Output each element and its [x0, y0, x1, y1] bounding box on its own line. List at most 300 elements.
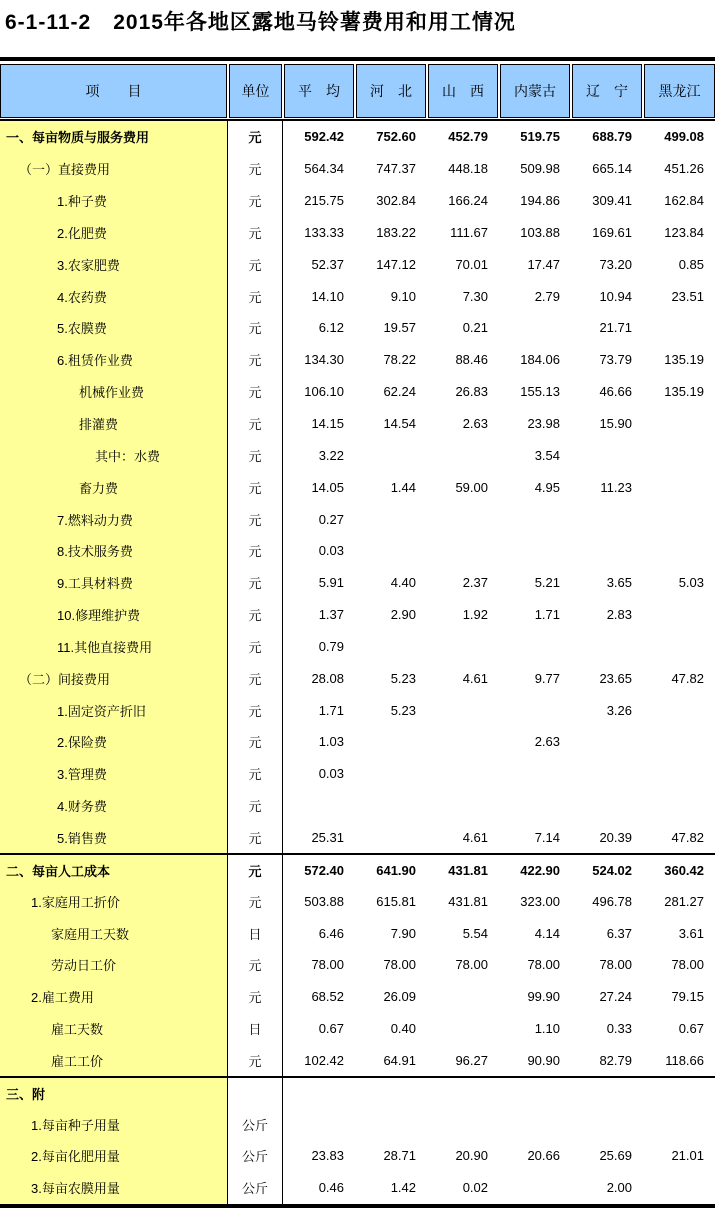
value-cell: 70.01 — [455, 256, 488, 272]
row-label: 机械作业费 — [0, 376, 228, 408]
value-cell — [355, 726, 427, 758]
unit-cell: 公斤 — [228, 1140, 283, 1172]
value-cell: 14.15 — [311, 416, 344, 432]
value-cell — [571, 535, 643, 567]
value-cell — [283, 1078, 355, 1108]
value-cell: 1.03 — [318, 734, 344, 750]
unit-cell: 元 — [228, 471, 283, 503]
value-cell: 451.26 — [664, 161, 704, 177]
value-cell — [643, 1078, 715, 1108]
value-cell: 106.10 — [304, 384, 344, 400]
value-cell: 0.33 — [606, 1021, 632, 1037]
value-cell: 281.27 — [664, 893, 704, 909]
row-label: 4.财务费 — [0, 790, 228, 822]
value-cell: 448.18 — [448, 161, 488, 177]
row-label: 雇工天数 — [0, 1013, 228, 1045]
value-cell — [355, 439, 427, 471]
value-cell: 496.78 — [592, 893, 632, 909]
value-cell: 78.22 — [383, 352, 416, 368]
value-cell — [499, 503, 571, 535]
value-cell: 73.20 — [599, 256, 632, 272]
unit-cell: 元 — [228, 599, 283, 631]
value-cell — [427, 694, 499, 726]
value-cell: 592.42 — [304, 129, 344, 145]
value-cell: 1.71 — [318, 702, 344, 718]
value-cell — [355, 631, 427, 663]
value-cell — [571, 631, 643, 663]
value-cell: 19.57 — [383, 320, 416, 336]
table-row — [0, 1044, 715, 1076]
row-label: 6.租赁作业费 — [0, 344, 228, 376]
table-row — [0, 853, 715, 885]
value-cell — [427, 439, 499, 471]
value-cell: 10.94 — [599, 288, 632, 304]
value-cell — [355, 758, 427, 790]
value-cell: 135.19 — [664, 352, 704, 368]
value-cell: 78.00 — [599, 957, 632, 973]
table-row — [0, 1140, 715, 1172]
table-row — [0, 280, 715, 312]
value-cell: 99.90 — [527, 989, 560, 1005]
value-cell: 21.71 — [599, 320, 632, 336]
value-cell: 0.21 — [462, 320, 488, 336]
table-row — [0, 153, 715, 185]
value-cell: 665.14 — [592, 161, 632, 177]
value-cell: 6.37 — [606, 925, 632, 941]
table-row — [0, 790, 715, 822]
value-cell: 14.54 — [383, 416, 416, 432]
value-cell: 103.88 — [520, 224, 560, 240]
value-cell — [571, 726, 643, 758]
row-label: 二、每亩人工成本 — [0, 855, 228, 885]
table-row — [0, 503, 715, 535]
value-cell: 0.85 — [678, 256, 704, 272]
column-header-2: 平 均 — [284, 64, 354, 118]
value-cell: 688.79 — [592, 129, 632, 145]
value-cell — [355, 1108, 427, 1140]
value-cell: 1.37 — [318, 607, 344, 623]
value-cell: 752.60 — [376, 129, 416, 145]
value-cell: 20.90 — [455, 1148, 488, 1164]
row-label: 1.固定资产折旧 — [0, 694, 228, 726]
unit-cell: 元 — [228, 312, 283, 344]
table-row — [0, 885, 715, 917]
value-cell: 133.33 — [304, 224, 344, 240]
table-row — [0, 631, 715, 663]
value-cell: 28.71 — [383, 1148, 416, 1164]
value-cell: 422.90 — [520, 862, 560, 878]
value-cell: 2.00 — [606, 1180, 632, 1196]
value-cell: 102.42 — [304, 1052, 344, 1068]
row-label: 2.每亩化肥用量 — [0, 1140, 228, 1172]
table-row — [0, 121, 715, 153]
value-cell: 323.00 — [520, 893, 560, 909]
table-row — [0, 758, 715, 790]
row-label: 10.修理维护费 — [0, 599, 228, 631]
value-cell: 0.03 — [318, 766, 344, 782]
unit-cell: 元 — [228, 217, 283, 249]
value-cell — [643, 726, 715, 758]
unit-cell: 日 — [228, 917, 283, 949]
value-cell — [571, 503, 643, 535]
value-cell — [499, 790, 571, 822]
unit-cell — [228, 1078, 283, 1108]
row-label: 雇工工价 — [0, 1044, 228, 1076]
value-cell — [499, 535, 571, 567]
value-cell — [427, 535, 499, 567]
row-label: 7.燃料动力费 — [0, 503, 228, 535]
value-cell — [427, 1078, 499, 1108]
table-row — [0, 217, 715, 249]
row-label: （二）间接费用 — [0, 662, 228, 694]
value-cell: 155.13 — [520, 384, 560, 400]
value-cell: 118.66 — [665, 1052, 704, 1068]
unit-cell: 元 — [228, 981, 283, 1013]
value-cell: 162.84 — [664, 193, 704, 209]
table-row — [0, 439, 715, 471]
value-cell — [643, 758, 715, 790]
column-header-5: 内蒙古 — [500, 64, 570, 118]
value-cell — [643, 599, 715, 631]
value-cell: 184.06 — [520, 352, 560, 368]
value-cell: 2.37 — [462, 575, 488, 591]
row-label: 三、附 — [0, 1078, 228, 1108]
value-cell — [643, 631, 715, 663]
unit-cell: 元 — [228, 344, 283, 376]
value-cell: 1.10 — [534, 1021, 560, 1037]
value-cell — [499, 631, 571, 663]
value-cell: 59.00 — [455, 479, 488, 495]
table-body — [0, 121, 715, 1204]
column-header-6: 辽 宁 — [572, 64, 642, 118]
value-cell — [499, 694, 571, 726]
value-cell: 0.67 — [318, 1021, 344, 1037]
table-row — [0, 535, 715, 567]
table-row — [0, 949, 715, 981]
unit-cell: 元 — [228, 822, 283, 854]
value-cell — [427, 503, 499, 535]
value-cell — [643, 503, 715, 535]
table-header-row — [0, 61, 715, 121]
unit-cell: 元 — [228, 726, 283, 758]
value-cell: 6.46 — [318, 925, 344, 941]
column-header-1: 单位 — [229, 64, 282, 118]
row-label: 家庭用工天数 — [0, 917, 228, 949]
value-cell: 5.54 — [462, 925, 488, 941]
value-cell: 3.22 — [318, 447, 344, 463]
value-cell: 2.90 — [390, 607, 416, 623]
value-cell: 21.01 — [671, 1148, 704, 1164]
unit-cell: 元 — [228, 885, 283, 917]
unit-cell: 公斤 — [228, 1172, 283, 1204]
value-cell: 28.08 — [311, 670, 344, 686]
column-header-3: 河 北 — [356, 64, 426, 118]
value-cell: 524.02 — [592, 862, 632, 878]
unit-cell: 元 — [228, 408, 283, 440]
row-label: 2.保险费 — [0, 726, 228, 758]
value-cell — [427, 790, 499, 822]
row-label: 2.化肥费 — [0, 217, 228, 249]
value-cell — [283, 790, 355, 822]
value-cell: 78.00 — [311, 957, 344, 973]
value-cell: 615.81 — [376, 893, 416, 909]
value-cell — [643, 1108, 715, 1140]
unit-cell: 元 — [228, 535, 283, 567]
table-row — [0, 662, 715, 694]
value-cell: 3.65 — [606, 575, 632, 591]
table-row — [0, 1076, 715, 1108]
unit-cell: 元 — [228, 153, 283, 185]
value-cell: 20.39 — [599, 829, 632, 845]
value-cell: 47.82 — [671, 829, 704, 845]
value-cell: 134.30 — [304, 352, 344, 368]
table-row — [0, 567, 715, 599]
row-label: 5.农膜费 — [0, 312, 228, 344]
value-cell: 90.90 — [527, 1052, 560, 1068]
value-cell: 1.71 — [534, 607, 560, 623]
value-cell: 2.83 — [606, 607, 632, 623]
value-cell: 7.14 — [534, 829, 560, 845]
table-row — [0, 312, 715, 344]
cost-table — [0, 57, 715, 1208]
value-cell: 123.84 — [664, 224, 704, 240]
value-cell — [427, 1013, 499, 1045]
value-cell: 78.00 — [455, 957, 488, 973]
value-cell: 7.30 — [462, 288, 488, 304]
value-cell — [427, 981, 499, 1013]
value-cell: 4.40 — [390, 575, 416, 591]
unit-cell: 日 — [228, 1013, 283, 1045]
value-cell: 88.46 — [455, 352, 488, 368]
value-cell: 14.10 — [311, 288, 344, 304]
value-cell: 0.79 — [318, 638, 344, 654]
value-cell: 25.69 — [599, 1148, 632, 1164]
row-label: 3.农家肥费 — [0, 248, 228, 280]
row-label: 一、每亩物质与服务费用 — [0, 121, 228, 153]
row-label: 3.每亩农膜用量 — [0, 1172, 228, 1204]
value-cell — [355, 1078, 427, 1108]
value-cell — [571, 790, 643, 822]
row-label: 3.管理费 — [0, 758, 228, 790]
unit-cell: 元 — [228, 694, 283, 726]
value-cell — [427, 726, 499, 758]
value-cell: 111.67 — [450, 224, 488, 240]
value-cell — [355, 790, 427, 822]
value-cell: 169.61 — [592, 224, 632, 240]
value-cell — [643, 408, 715, 440]
value-cell: 564.34 — [304, 161, 344, 177]
table-row — [0, 1108, 715, 1140]
value-cell: 17.47 — [527, 256, 560, 272]
table-row — [0, 185, 715, 217]
value-cell: 431.81 — [448, 862, 488, 878]
value-cell: 1.42 — [390, 1180, 416, 1196]
row-label: 1.家庭用工折价 — [0, 885, 228, 917]
unit-cell: 元 — [228, 185, 283, 217]
value-cell — [427, 1108, 499, 1140]
unit-cell: 元 — [228, 280, 283, 312]
page-title: 6-1-11-2 2015年各地区露地马铃薯费用和用工情况 — [5, 11, 516, 34]
value-cell: 78.00 — [671, 957, 704, 973]
unit-cell: 元 — [228, 662, 283, 694]
table-row — [0, 599, 715, 631]
value-cell: 3.26 — [606, 702, 632, 718]
value-cell: 2.79 — [534, 288, 560, 304]
value-cell — [571, 1078, 643, 1108]
value-cell: 4.14 — [534, 925, 560, 941]
value-cell: 47.82 — [671, 670, 704, 686]
value-cell: 6.12 — [318, 320, 344, 336]
table-row — [0, 1013, 715, 1045]
value-cell: 135.19 — [664, 384, 704, 400]
unit-cell: 元 — [228, 503, 283, 535]
value-cell: 78.00 — [527, 957, 560, 973]
unit-cell: 元 — [228, 121, 283, 153]
value-cell: 0.46 — [318, 1180, 344, 1196]
unit-cell: 元 — [228, 439, 283, 471]
value-cell — [355, 535, 427, 567]
value-cell: 503.88 — [304, 893, 344, 909]
value-cell: 96.27 — [455, 1052, 488, 1068]
value-cell: 4.61 — [462, 670, 488, 686]
unit-cell: 元 — [228, 790, 283, 822]
value-cell: 3.61 — [678, 925, 704, 941]
value-cell: 9.10 — [390, 288, 416, 304]
value-cell — [499, 1172, 571, 1204]
value-cell: 52.37 — [311, 256, 344, 272]
table-row — [0, 726, 715, 758]
unit-cell: 元 — [228, 855, 283, 885]
value-cell: 499.08 — [664, 129, 704, 145]
value-cell: 194.86 — [520, 193, 560, 209]
table-row — [0, 694, 715, 726]
value-cell — [283, 1108, 355, 1140]
value-cell: 147.12 — [376, 256, 416, 272]
table-row — [0, 376, 715, 408]
unit-cell: 元 — [228, 248, 283, 280]
value-cell: 641.90 — [376, 862, 416, 878]
table-row — [0, 248, 715, 280]
unit-cell: 公斤 — [228, 1108, 283, 1140]
table-row — [0, 981, 715, 1013]
value-cell — [571, 758, 643, 790]
value-cell: 14.05 — [311, 479, 344, 495]
value-cell: 0.03 — [318, 543, 344, 559]
value-cell: 509.98 — [520, 161, 560, 177]
value-cell: 747.37 — [376, 161, 416, 177]
value-cell: 1.92 — [462, 607, 488, 623]
unit-cell: 元 — [228, 758, 283, 790]
value-cell — [643, 535, 715, 567]
value-cell — [499, 1108, 571, 1140]
value-cell: 27.24 — [599, 989, 632, 1005]
value-cell: 4.95 — [534, 479, 560, 495]
value-cell: 62.24 — [383, 384, 416, 400]
row-label: 排灌费 — [0, 408, 228, 440]
value-cell: 23.83 — [311, 1148, 344, 1164]
unit-cell: 元 — [228, 376, 283, 408]
row-label: 畜力费 — [0, 471, 228, 503]
value-cell: 215.75 — [304, 193, 344, 209]
value-cell — [643, 439, 715, 471]
value-cell: 23.98 — [527, 416, 560, 432]
value-cell: 2.63 — [462, 416, 488, 432]
row-label: 5.销售费 — [0, 822, 228, 854]
row-label: （一）直接费用 — [0, 153, 228, 185]
value-cell: 9.77 — [534, 670, 560, 686]
value-cell: 15.90 — [599, 416, 632, 432]
value-cell: 73.79 — [599, 352, 632, 368]
value-cell: 5.23 — [390, 670, 416, 686]
value-cell: 3.54 — [534, 447, 560, 463]
column-header-4: 山 西 — [428, 64, 498, 118]
row-label: 1.种子费 — [0, 185, 228, 217]
value-cell: 0.67 — [678, 1021, 704, 1037]
value-cell — [643, 790, 715, 822]
value-cell — [355, 503, 427, 535]
table-row — [0, 917, 715, 949]
value-cell: 302.84 — [376, 193, 416, 209]
value-cell: 5.21 — [534, 575, 560, 591]
table-row — [0, 1172, 715, 1204]
row-label: 2.雇工费用 — [0, 981, 228, 1013]
row-label: 9.工具材料费 — [0, 567, 228, 599]
table-row — [0, 822, 715, 854]
value-cell — [427, 758, 499, 790]
value-cell — [643, 312, 715, 344]
value-cell: 1.44 — [390, 479, 416, 495]
value-cell: 25.31 — [311, 829, 344, 845]
row-label: 11.其他直接费用 — [0, 631, 228, 663]
value-cell — [643, 1172, 715, 1204]
value-cell: 431.81 — [448, 893, 488, 909]
value-cell: 26.83 — [455, 384, 488, 400]
value-cell: 0.27 — [318, 511, 344, 527]
value-cell: 519.75 — [520, 129, 560, 145]
value-cell: 5.03 — [678, 575, 704, 591]
value-cell: 64.91 — [383, 1052, 416, 1068]
value-cell — [427, 631, 499, 663]
column-header-7: 黑龙江 — [644, 64, 715, 118]
row-label: 劳动日工价 — [0, 949, 228, 981]
value-cell — [499, 312, 571, 344]
value-cell — [643, 694, 715, 726]
value-cell: 23.51 — [671, 288, 704, 304]
value-cell: 11.23 — [600, 479, 632, 495]
value-cell: 572.40 — [304, 862, 344, 878]
value-cell: 2.63 — [534, 734, 560, 750]
row-label: 8.技术服务费 — [0, 535, 228, 567]
value-cell: 4.61 — [462, 829, 488, 845]
unit-cell: 元 — [228, 1044, 283, 1076]
value-cell: 309.41 — [592, 193, 632, 209]
value-cell: 46.66 — [599, 384, 632, 400]
value-cell: 360.42 — [664, 862, 704, 878]
value-cell: 0.02 — [462, 1180, 488, 1196]
value-cell: 452.79 — [448, 129, 488, 145]
value-cell: 82.79 — [599, 1052, 632, 1068]
value-cell: 5.23 — [390, 702, 416, 718]
value-cell: 20.66 — [527, 1148, 560, 1164]
row-label: 其中：水费 — [0, 439, 228, 471]
value-cell — [571, 1108, 643, 1140]
value-cell: 78.00 — [383, 957, 416, 973]
value-cell: 183.22 — [376, 224, 416, 240]
unit-cell: 元 — [228, 631, 283, 663]
row-label: 1.每亩种子用量 — [0, 1108, 228, 1140]
value-cell: 7.90 — [390, 925, 416, 941]
value-cell: 5.91 — [318, 575, 344, 591]
